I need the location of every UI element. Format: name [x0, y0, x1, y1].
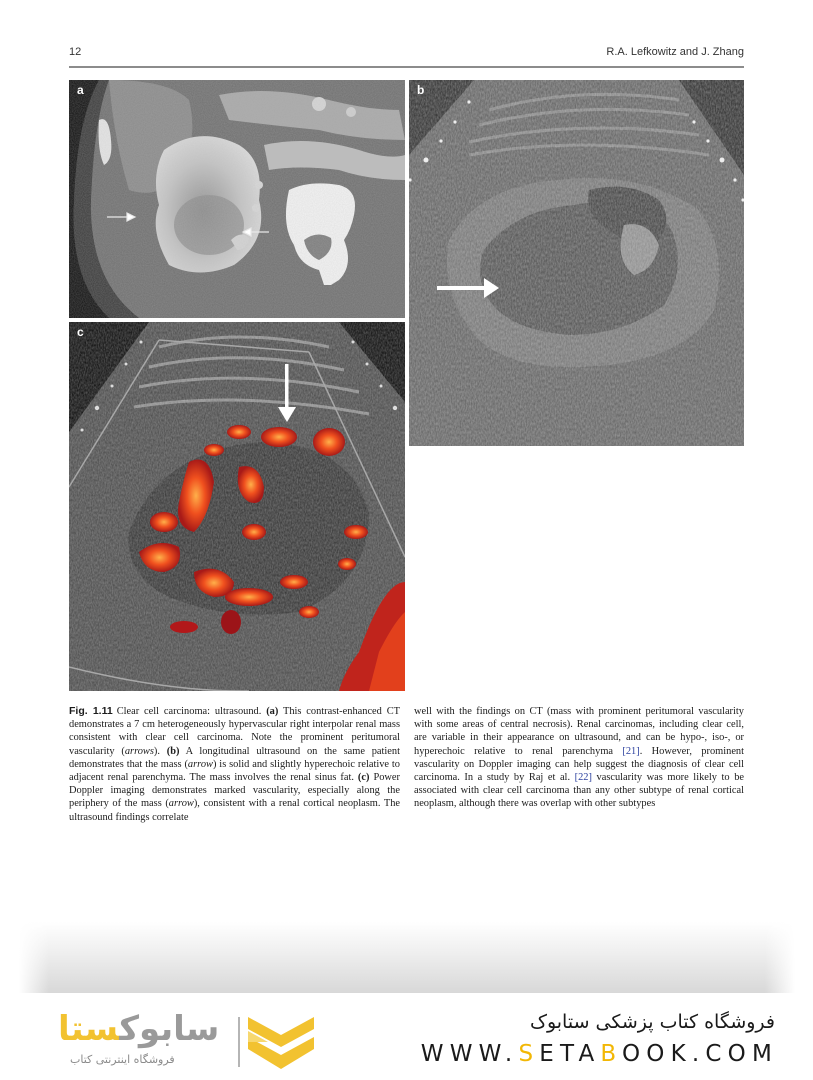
text-run: ).	[153, 745, 167, 757]
logo-wordmark-gold: ستا	[58, 1009, 120, 1049]
chevron-logo-icon	[248, 1017, 314, 1069]
text-run: arrow	[187, 758, 213, 770]
ct-image	[69, 80, 405, 318]
store-name: فروشگاه کتاب پزشکی ستابوک	[529, 1011, 775, 1033]
text-run: arrow	[168, 798, 194, 810]
url-segment: B	[600, 1041, 622, 1067]
url-segment: OOK.COM	[621, 1041, 778, 1067]
caption-body-left	[69, 706, 400, 823]
text-run: well with the findings on CT (mass with prominent peritumoral vascularity with some areas of central necrosis). Renal carcinomas, including clear cell, are variable in their appearance on ultrasound, and can be hypo-, iso-, or hyperechoic relative to renal parenchyma	[414, 706, 744, 757]
figure-panel-b-ultrasound	[409, 80, 744, 446]
page-number: 12	[69, 46, 82, 58]
text-run: Clear cell carcinoma: ultrasound.	[116, 706, 267, 717]
citation-link[interactable]: [22]	[574, 772, 592, 784]
text-run: (c)	[357, 772, 370, 784]
header-rule	[69, 66, 744, 68]
power-doppler-image	[69, 322, 405, 691]
caption-body-right	[414, 706, 744, 809]
text-run: . However, prominent vascularity on Doppler imaging can help suggest the diagnosis of clear cell carcinoma. In a study by Raj et al.	[414, 745, 745, 784]
text-run: (a)	[266, 706, 279, 717]
text-run: A longitudinal ultrasound on the same patient demonstrates that the mass (	[69, 745, 401, 770]
text-run: ), consistent with a renal cortical neoplasm. The ultrasound findings correlate	[69, 798, 401, 823]
text-run: Power Doppler imaging demonstrates marked vascularity, especially along the periphery of the mass (	[69, 772, 401, 810]
body-text-paragraph	[414, 705, 744, 811]
text-run: vascularity was more likely to be associated with clear cell carcinoma than any other subtype of renal cortical neoplasm, although there was overlap with other subtypes	[414, 772, 744, 810]
page-shadow-band	[19, 922, 795, 993]
url-segment: ETA	[539, 1041, 601, 1067]
logo-divider	[238, 1017, 240, 1067]
logo-wordmark	[58, 1009, 219, 1049]
url-segment: S	[518, 1041, 540, 1067]
panel-label-a: a	[77, 83, 84, 97]
running-head-authors: R.A. Lefkowitz and J. Zhang	[606, 46, 744, 58]
footer-watermark	[0, 995, 813, 1080]
figure-number: Fig. 1.11	[69, 705, 113, 717]
text-run: ) is solid and slightly hyperechoic relative to adjacent renal parenchyma. The mass involves the renal sinus fat.	[69, 758, 400, 784]
setabook-logo[interactable]	[48, 1009, 318, 1071]
text-run: arrows	[124, 745, 154, 757]
text-run: (b)	[166, 745, 180, 757]
running-head	[69, 46, 744, 66]
figure-panel-a-ct	[69, 80, 405, 318]
logo-subtitle: فروشگاه اینترنتی کتاب	[70, 1053, 175, 1066]
panel-label-b: b	[417, 83, 425, 97]
ultrasound-image	[409, 80, 744, 446]
logo-wordmark-gray: سابوک	[119, 1009, 220, 1049]
panel-label-c: c	[77, 325, 84, 339]
citation-link[interactable]: [21]	[622, 745, 640, 757]
figure-caption	[69, 705, 400, 824]
text-run: This contrast-enhanced CT demonstrates a 7 cm heterogeneously hypervascular right interpolar renal mass consistent with clear cell carcinoma. Note the prominent peritumoral vascularity (	[69, 706, 400, 757]
figure-panel-c-power-doppler	[69, 322, 405, 691]
store-url-link[interactable]	[421, 1041, 778, 1067]
url-segment: WWW.	[420, 1041, 519, 1067]
